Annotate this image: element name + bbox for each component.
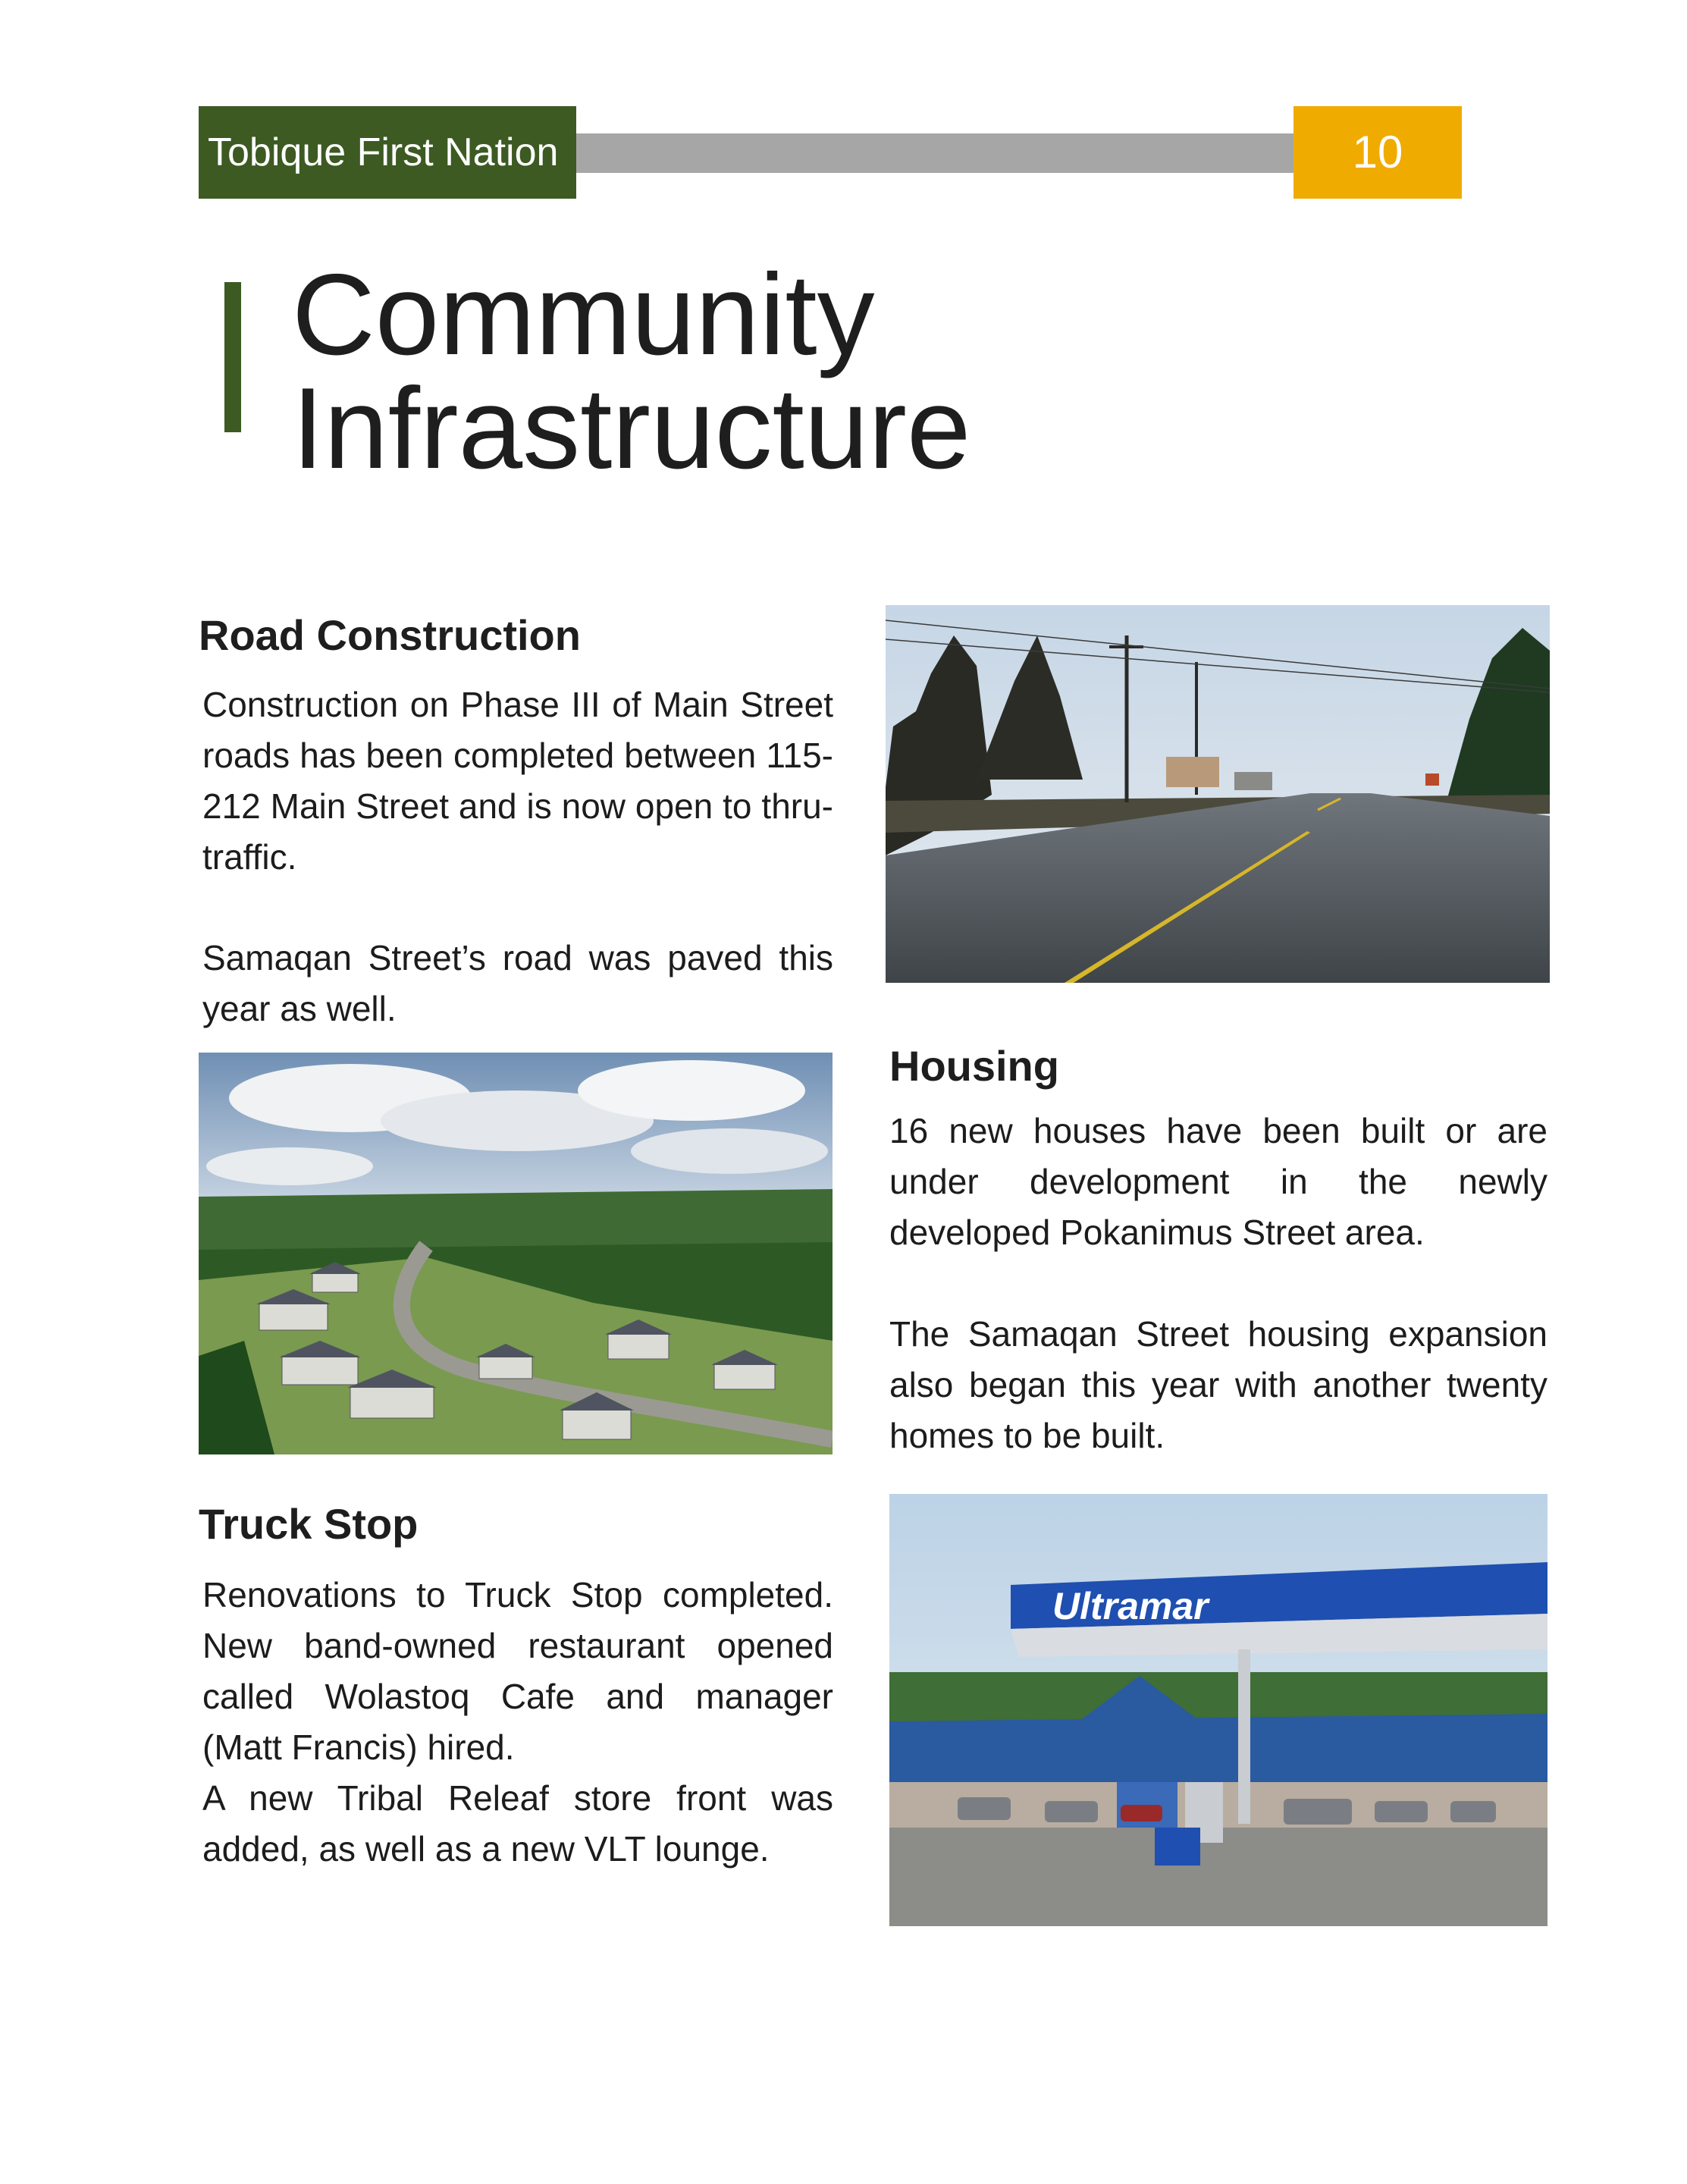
housing-aerial-photo (199, 1053, 833, 1454)
road-construction-paragraph-1: Construction on Phase III of Main Street roads has been completed between 115-212 Main Street and is now open to thru-traffic. (202, 685, 833, 877)
title-accent-bar (224, 282, 241, 432)
page-number: 10 (1293, 106, 1462, 199)
housing-paragraph-1: 16 new houses have been built or are under development in the newly developed Pokanimus Street area. (889, 1111, 1547, 1252)
road-construction-paragraph-2: Samaqan Street’s road was paved this year as well. (202, 938, 833, 1028)
housing-heading: Housing (889, 1042, 1059, 1090)
ultramar-sign-text: Ultramar (1052, 1585, 1209, 1627)
housing-paragraph-2: The Samaqan Street housing expansion also began this year with another twenty homes to be built. (889, 1314, 1547, 1455)
truck-stop-photo (889, 1494, 1547, 1926)
road-construction-heading: Road Construction (199, 611, 581, 659)
organization-name: Tobique First Nation (199, 106, 576, 199)
road-photo (886, 605, 1550, 983)
truck-stop-heading: Truck Stop (199, 1500, 419, 1548)
truck-stop-paragraph-1: Renovations to Truck Stop completed. New band-owned restaurant opened called Wolastoq Cafe and manager (Matt Francis) hired. (202, 1575, 833, 1767)
truck-stop-paragraph-2: A new Tribal Releaf store front was added, as well as a new VLT lounge. (202, 1778, 833, 1869)
page-title-line-2: Infrastructure (292, 364, 971, 493)
page-title-line-1: Community (292, 250, 875, 379)
header-divider-bar (576, 133, 1293, 173)
page-title (292, 250, 1202, 493)
